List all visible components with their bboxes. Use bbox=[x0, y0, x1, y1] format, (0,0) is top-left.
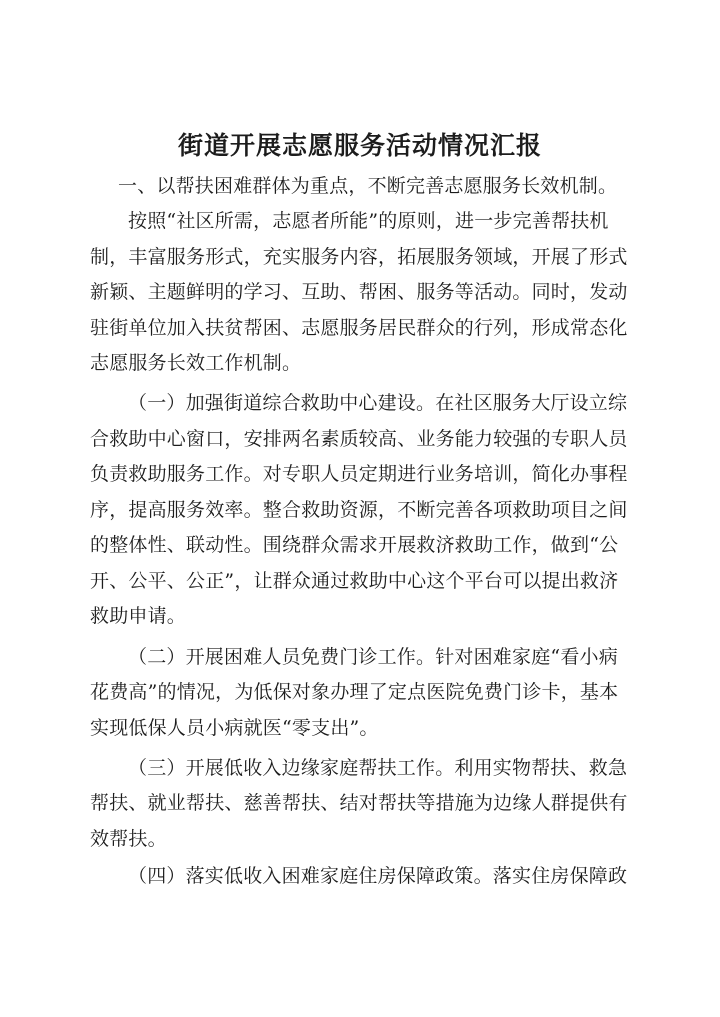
paragraph-line: 新颖、主题鲜明的学习、互助、帮困、服务等活动。同时，发动 bbox=[90, 281, 628, 303]
subsection-2-line: （二）开展困难人员免费门诊工作。针对困难家庭“看小病 bbox=[128, 646, 618, 668]
paragraph-line: 合救助中心窗口，安排两名素质较高、业务能力较强的专职人员 bbox=[90, 428, 628, 450]
paragraph-line: 志愿服务长效工作机制。 bbox=[90, 352, 302, 374]
paragraph-line: 开、公平、公正”，让群众通过救助中心这个平台可以提出救济 bbox=[90, 570, 619, 592]
paragraph-line: 序，提高服务效率。整合救助资源，不断完善各项救助项目之间 bbox=[90, 499, 628, 521]
document-title: 街道开展志愿服务活动情况汇报 bbox=[177, 131, 542, 160]
subsection-1-line: （一）加强街道综合救助中心建设。在社区服务大厅设立综 bbox=[128, 392, 628, 414]
paragraph-line: 实现低保人员小病就医“零支出”。 bbox=[90, 717, 379, 739]
subsection-4-line: （四）落实低收入困难家庭住房保障政策。落实住房保障政 bbox=[128, 865, 628, 887]
subsection-3-line: （三）开展低收入边缘家庭帮扶工作。利用实物帮扶、救急 bbox=[128, 757, 628, 779]
paragraph-line: 驻街单位加入扶贫帮困、志愿服务居民群众的行列，形成常态化 bbox=[90, 317, 628, 339]
paragraph-line: 救助申请。 bbox=[90, 605, 187, 627]
paragraph-line: 负责救助服务工作。对专职人员定期进行业务培训，简化办事程 bbox=[90, 463, 628, 485]
paragraph-line: 花费高”的情况，为低保对象办理了定点医院免费门诊卡，基本 bbox=[90, 681, 619, 703]
paragraph-line: 帮扶、就业帮扶、慈善帮扶、结对帮扶等措施为边缘人群提供有 bbox=[90, 792, 628, 814]
paragraph-line: 效帮扶。 bbox=[90, 828, 167, 850]
paragraph-line: 按照“社区所需，志愿者所能”的原则，进一步完善帮扶机 bbox=[128, 210, 609, 232]
paragraph-line: 的整体性、联动性。围绕群众需求开展救济救助工作，做到“公 bbox=[90, 534, 619, 556]
paragraph-line: 制，丰富服务形式，充实服务内容，拓展服务领域，开展了形式 bbox=[90, 246, 628, 268]
section-heading-1: 一、以帮扶困难群体为重点，不断完善志愿服务长效机制。 bbox=[118, 175, 618, 197]
